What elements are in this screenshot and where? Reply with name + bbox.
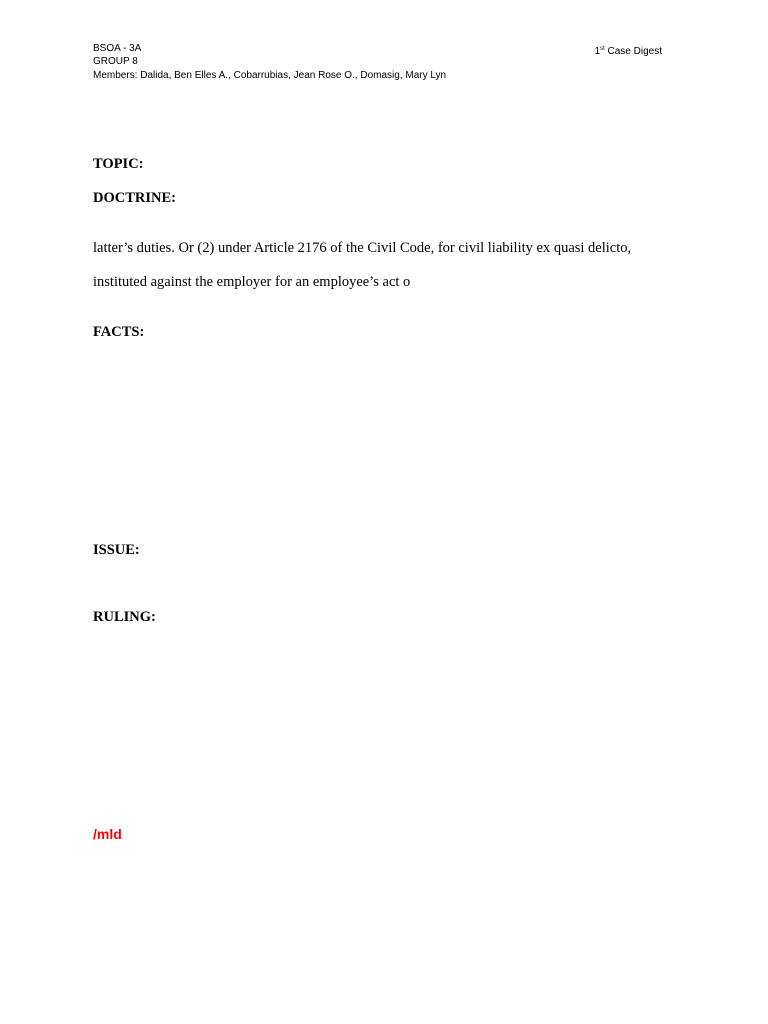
group-label: GROUP 8 <box>93 56 138 67</box>
issue-heading: ISSUE: <box>93 542 140 558</box>
course-section-label: BSOA - 3A <box>93 43 142 54</box>
digest-ordinal-suffix: st <box>600 46 605 52</box>
members-list: Members: Dalida, Ben Elles A., Cobarrubias, Jean Rose O., Domasig, Mary Lyn <box>93 70 447 81</box>
ruling-heading: RULING: <box>93 609 156 625</box>
facts-heading: FACTS: <box>93 324 145 340</box>
doctrine-text-line-2: instituted against the employer for an employee’s act o <box>93 274 411 290</box>
case-digest-label <box>595 43 662 58</box>
doctrine-text-line-1: latter’s duties. Or (2) under Article 2176 of the Civil Code, for civil liability ex quasi delicto, <box>93 240 632 256</box>
author-initials: /mld <box>93 826 122 842</box>
digest-title: Case Digest <box>604 46 662 57</box>
doctrine-heading: DOCTRINE: <box>93 190 176 206</box>
digest-number: 1 <box>594 46 601 57</box>
topic-heading: TOPIC: <box>93 156 144 172</box>
